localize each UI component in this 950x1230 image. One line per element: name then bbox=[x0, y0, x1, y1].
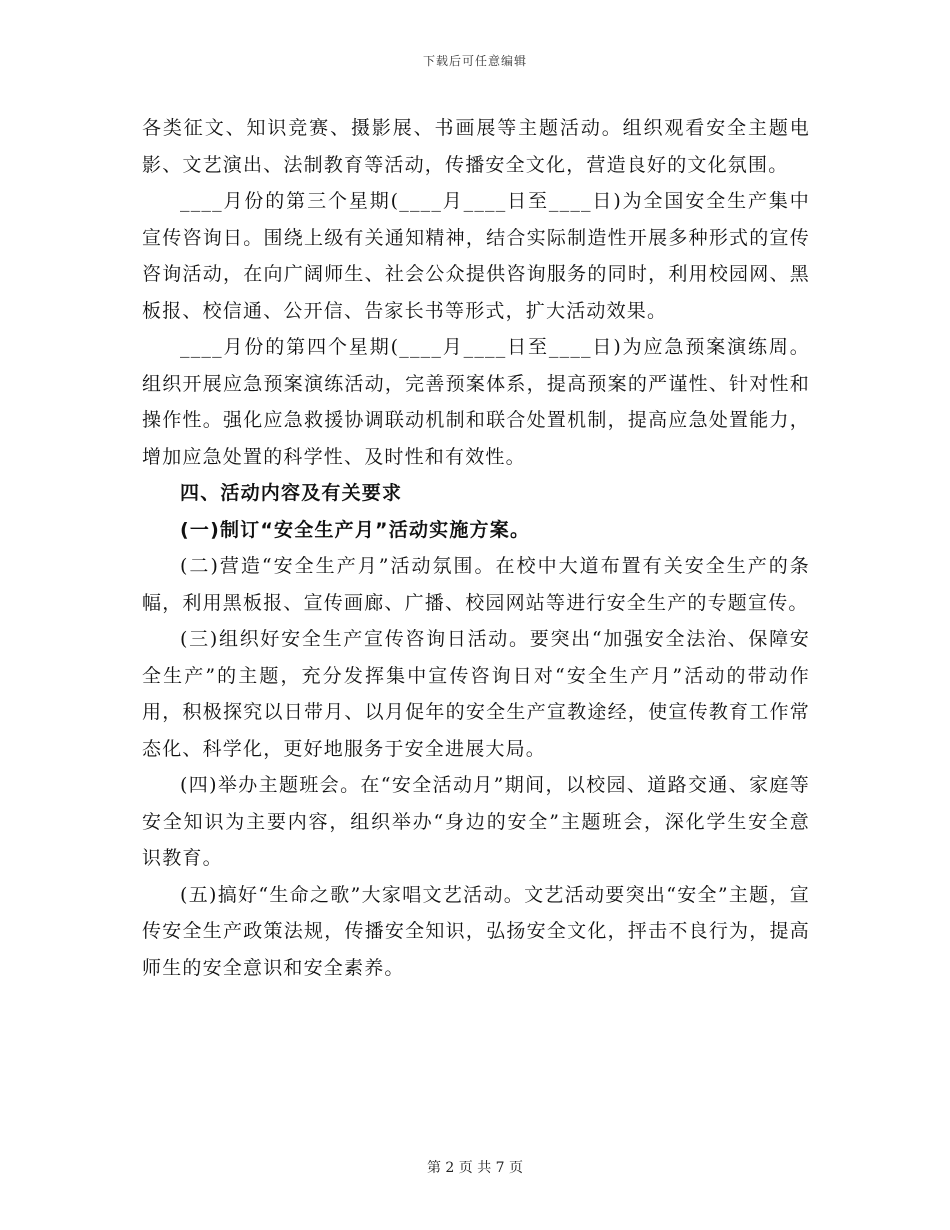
sub-heading: (一)制订“安全生产月”活动实施方案。 bbox=[180, 518, 531, 541]
list-item: (三)组织好安全生产宣传咨询日活动。要突出“加强安全法治、保障安全生产”的主题，充分发挥集中宣传咨询日对“安全生产月”活动的带动作用，积极探究以日带月、以月促年的安全生产宣教途经，使宣传教育工作常态化、科学化，更好地服务于安全进展大局。 bbox=[142, 628, 810, 760]
page-footer: 第 2 页 共 7 页 bbox=[426, 1160, 524, 1176]
list-item: (五)搞好“生命之歌”大家唱文艺活动。文艺活动要突出“安全”主题，宣传安全生产政策法规，传播安全知识，弘扬安全文化，抨击不良行为，提高师生的安全意识和安全素养。 bbox=[142, 883, 810, 979]
page-header: 下载后可任意编辑 bbox=[422, 54, 527, 68]
paragraph-consultation-day: ____月份的第三个星期(____月____日至____日)为全国安全生产集中宣传咨询日。围绕上级有关通知精神，结合实际制造性开展多种形式的宣传咨询活动，在向广阔师生、社会公众提供咨询服务的同时，利用校园网、黑板报、校信通、公开信、告家长书等形式，扩大活动效果。 bbox=[142, 190, 810, 322]
section-heading: 四、活动内容及有关要求 bbox=[180, 482, 403, 504]
list-item: (四)举办主题班会。在“安全活动月”期间，以校园、道路交通、家庭等安全知识为主要内容，组织举办“身边的安全”主题班会，深化学生安全意识教育。 bbox=[142, 774, 810, 869]
list-item: (二)营造“安全生产月”活动氛围。在校中大道布置有关安全生产的条幅，利用黑板报、宣传画廊、广播、校园网站等进行安全生产的专题宣传。 bbox=[142, 555, 810, 614]
paragraph-emergency-drill: ____月份的第四个星期(____月____日至____日)为应急预案演练周。组织开展应急预案演练活动，完善预案体系，提高预案的严谨性、针对性和操作性。强化应急救援协调联动机制和联合处置机制，提高应急处置能力，增加应急处置的科学性、及时性和有效性。 bbox=[142, 336, 810, 468]
document-body bbox=[142, 110, 810, 986]
paragraph-continuation: 各类征文、知识竞赛、摄影展、书画展等主题活动。组织观看安全主题电影、文艺演出、法制教育等活动，传播安全文化，营造良好的文化氛围。 bbox=[142, 117, 810, 176]
